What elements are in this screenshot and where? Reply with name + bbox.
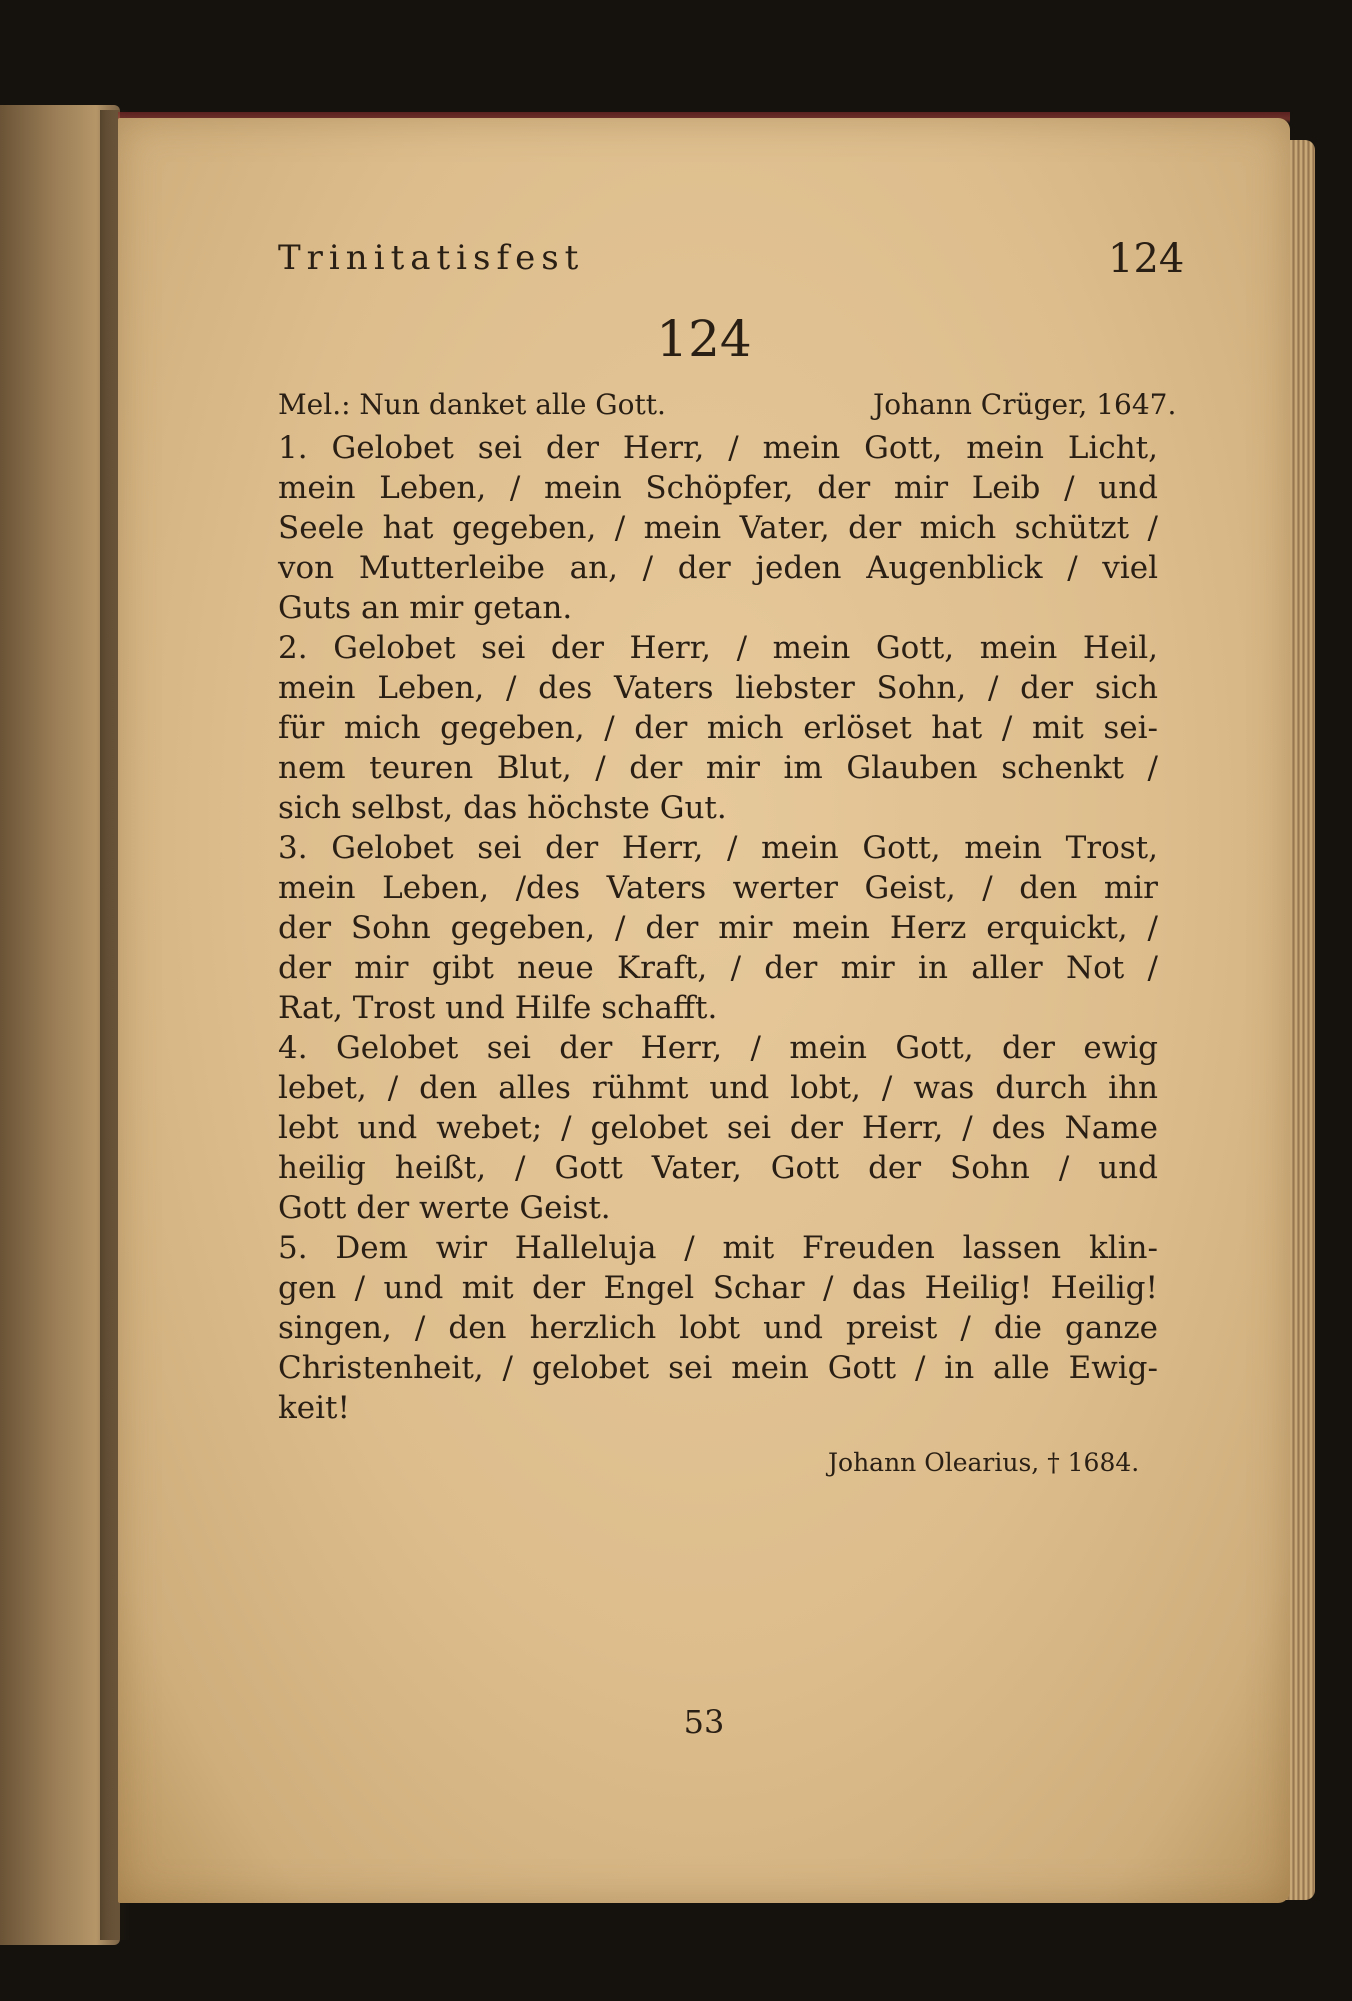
verse-4-line-2: lebet, / den alles rühmt und lobt, / was durch ihn <box>278 1070 1158 1106</box>
hymn-number: 124 <box>656 310 752 368</box>
page-text <box>118 118 1290 1903</box>
verse-1-line-4: von Mutterleibe an, / der jeden Augenblick / viel <box>278 550 1158 586</box>
verse-2-line-3: für mich gegeben, / der mich erlöset hat / mit sei- <box>278 710 1158 746</box>
verse-3-line-4: der mir gibt neue Kraft, / der mir in aller Not / <box>278 950 1158 986</box>
verse-1-line-2: mein Leben, / mein Schöpfer, der mir Leib / und <box>278 470 1158 506</box>
verse-2-line-2: mein Leben, / des Vaters liebster Sohn, / der sich <box>278 670 1158 706</box>
verse-4-line-4: heilig heißt, / Gott Vater, Gott der Sohn / und <box>278 1150 1158 1186</box>
verse-2-line-5: sich selbst, das höchste Gut. <box>278 790 727 826</box>
composer-line: Johann Crüger, 1647. <box>873 388 1177 421</box>
verse-4-line-3: lebt und webet; / gelobet sei der Herr, / des Name <box>278 1110 1158 1146</box>
page-number: 53 <box>683 1703 725 1741</box>
verse-1-line-5: Guts an mir getan. <box>278 590 573 626</box>
running-head: Trinitatisfest <box>278 238 585 278</box>
running-head-number: 124 <box>1108 236 1185 282</box>
hymn-verses <box>278 428 1158 1428</box>
verse-3-line-3: der Sohn gegeben, / der mir mein Herz erquickt, / <box>278 910 1158 946</box>
verse-3-line-5: Rat, Trost und Hilfe schafft. <box>278 990 718 1026</box>
verse-5-line-1: 5. Dem wir Halleluja / mit Freuden lassen klin- <box>278 1230 1158 1266</box>
verse-3-line-1: 3. Gelobet sei der Herr, / mein Gott, mein Trost, <box>278 830 1158 866</box>
verse-4-line-5: Gott der werte Geist. <box>278 1190 611 1226</box>
verse-2-line-4: nem teuren Blut, / der mir im Glauben schenkt / <box>278 750 1158 786</box>
verse-1-line-3: Seele hat gegeben, / mein Vater, der mich schützt / <box>278 510 1158 546</box>
text-author: Johann Olearius, † 1684. <box>828 1448 1140 1477</box>
verse-5-line-2: gen / und mit der Engel Schar / das Heilig! Heilig! <box>278 1270 1158 1306</box>
verse-1-line-1: 1. Gelobet sei der Herr, / mein Gott, mein Licht, <box>278 430 1158 466</box>
melody-line: Mel.: Nun danket alle Gott. <box>278 388 666 421</box>
verse-5-line-5: keit! <box>278 1390 350 1426</box>
verse-2-line-1: 2. Gelobet sei der Herr, / mein Gott, mein Heil, <box>278 630 1158 666</box>
verse-4-line-1: 4. Gelobet sei der Herr, / mein Gott, der ewig <box>278 1030 1158 1066</box>
verse-5-line-4: Christenheit, / gelobet sei mein Gott / in alle Ewig- <box>278 1350 1158 1386</box>
verse-5-line-3: singen, / den herzlich lobt und preist / die ganze <box>278 1310 1158 1346</box>
verse-3-line-2: mein Leben, /des Vaters werter Geist, / den mir <box>278 870 1158 906</box>
book-page <box>118 118 1290 1903</box>
